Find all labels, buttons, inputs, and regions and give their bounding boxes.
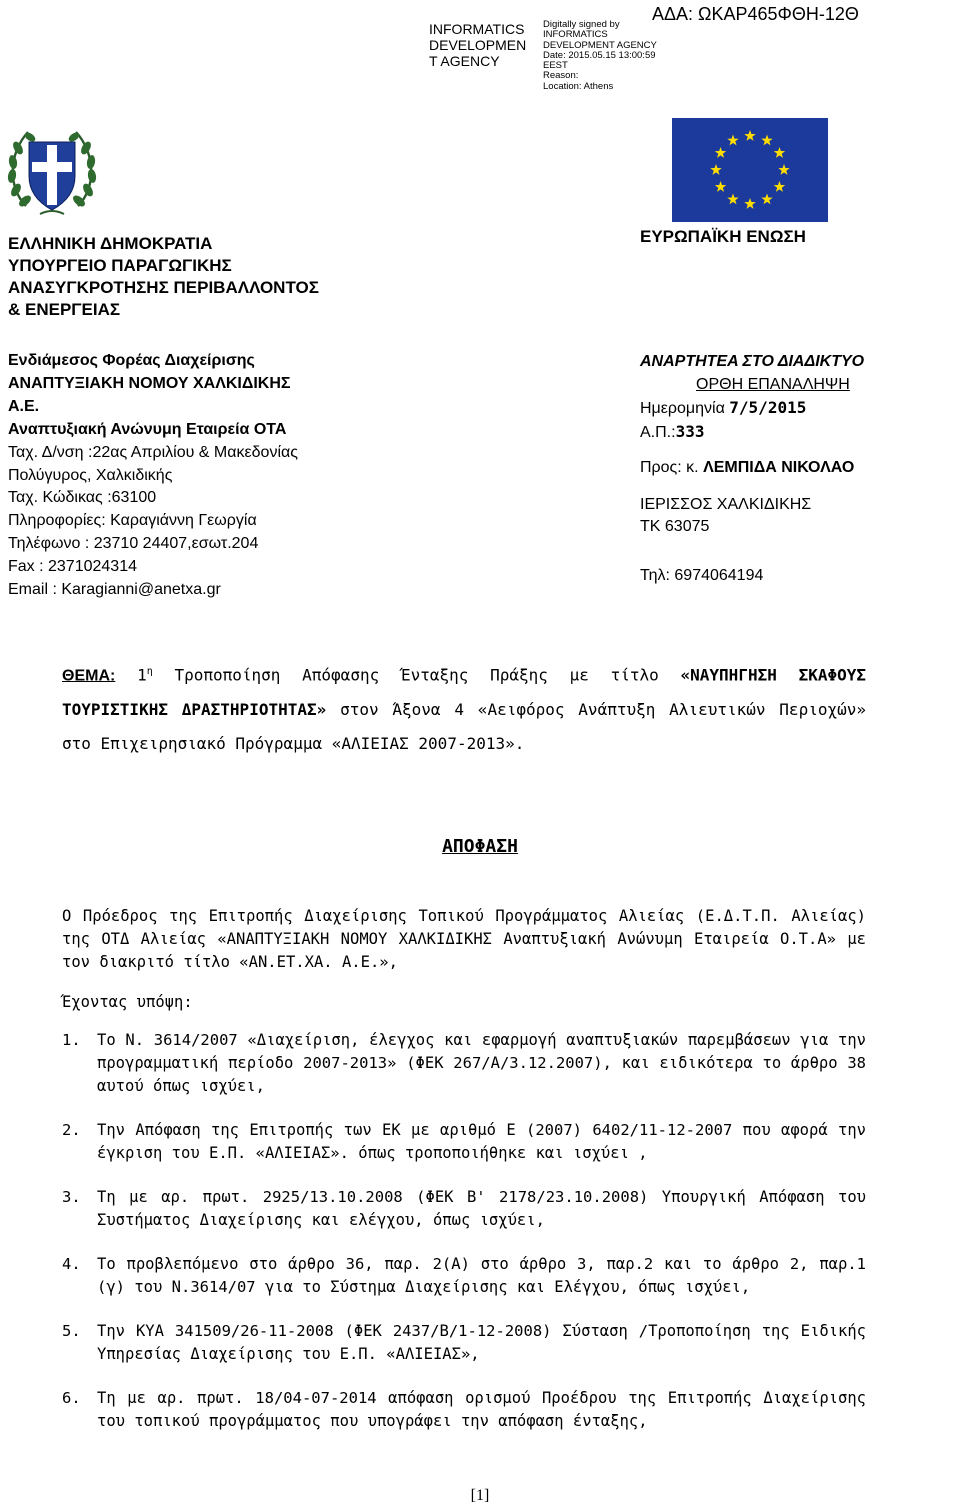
eu-label: ΕΥΡΩΠΑΪΚΗ ΕΝΩΣΗ	[640, 227, 806, 246]
signature-org-line: T AGENCY	[429, 53, 500, 69]
eu-flag-icon	[672, 118, 828, 222]
list-item-text: Την ΚΥΑ 341509/26-11-2008 (ΦΕΚ 2437/Β/1-12-2008) Σύσταση /Τροποποίηση της Ειδικής Υπηρεσίας Διαχείρισης του Ε.Π. «ΑΛΙΕΙΑΣ»,	[97, 1322, 866, 1363]
list-item	[62, 1029, 866, 1098]
list-item	[62, 1253, 866, 1299]
list-item-text: Τη με αρ. πρωτ. 18/04-07-2014 απόφαση ορισμού Προέδρου της Επιτροπής Διαχείρισης του τοπικού προγράμματος που υπογράφει την απόφαση ένταξης,	[97, 1389, 866, 1430]
sender-info-line: Ταχ. Δ/νση :22ας Απριλίου & Μακεδονίας	[8, 443, 298, 461]
signature-org-line: DEVELOPMEN	[429, 37, 527, 53]
subject-paragraph	[62, 655, 866, 761]
signature-detail-line: Date: 2015.05.15 13:00:59	[543, 49, 656, 61]
recipient-block	[640, 351, 864, 588]
ministry-header-line: ΑΝΑΣΥΓΚΡΟΤΗΣΗΣ ΠΕΡΙΒΑΛΛΟΝΤΟΣ	[8, 278, 319, 297]
subject-text-end: στον Άξονα 4 «Αειφόρος Ανάπτυξη Αλιευτικών Περιοχών» στο Επιχειρησιακό Πρόγραμμα «ΑΛΙΕΙΑΣ 2007-2013».	[62, 700, 866, 754]
list-item-number: 4.	[62, 1255, 81, 1273]
address-line: ΙΕΡΙΣΣΟΣ ΧΑΛΚΙΔΙΚΗΣ	[640, 495, 812, 513]
amendment-number: 1	[137, 665, 147, 685]
signature-org-line: INFORMATICS	[429, 21, 525, 37]
list-item-number: 2.	[62, 1121, 81, 1139]
amendment-sup: η	[146, 666, 153, 677]
list-item-text: Το Ν. 3614/2007 «Διαχείριση, έλεγχος και εφαρμογή αναπτυξιακών παρεμβάσεων για την προγραμματική περίοδο 2007-2013» (ΦΕΚ 267/Α/3.12.2007), και ειδικότερα το άρθρο 38 αυτού όπως ισχύει,	[97, 1031, 866, 1095]
page-number: [1]	[470, 1487, 490, 1504]
greek-emblem-icon	[6, 118, 98, 220]
considerations-list	[62, 1029, 866, 1454]
post-online-label: ΑΝΑΡΤΗΤΕΑ ΣΤΟ ΔΙΑΔΙΚΤΥΟ	[640, 353, 865, 370]
list-item-number: 3.	[62, 1188, 81, 1206]
sender-org-line: ΑΝΑΠΤΥΞΙΑΚΗ ΝΟΜΟΥ ΧΑΛΚΙΔΙΚΗΣ	[8, 374, 291, 392]
list-item-text: Το προβλεπόμενο στο άρθρο 36, παρ. 2(Α) στο άρθρο 3, παρ.2 και το άρθρο 2, παρ.1 (γ) του Ν.3614/07 για το Σύστημα Διαχείρισης και Ελέγχου, όπως ισχύει,	[97, 1255, 866, 1296]
signature-org	[429, 21, 541, 69]
signature-detail-line: DEVELOPMENT AGENCY	[543, 39, 657, 51]
date-label: Ημερομηνία	[640, 399, 725, 417]
sender-info-line: Πολύγυρος, Χαλκιδικής	[8, 466, 173, 484]
list-item-text: Την Απόφαση της Επιτροπής των ΕΚ με αριθμό Ε (2007) 6402/11-12-2007 που αφορά την έγκριση του Ε.Π. «ΑΛΙΕΙΑΣ». όπως τροποποιήθηκε και ισχύει ,	[97, 1121, 866, 1162]
signature-detail-line: EEST	[543, 60, 568, 72]
list-item-number: 5.	[62, 1322, 81, 1340]
sender-info-line: Πληροφορίες: Καραγιάννη Γεωργία	[8, 512, 257, 530]
sender-info-line: Fax : 2371024314	[8, 558, 137, 576]
sender-info-line: Τηλέφωνο : 23710 24407,εσωτ.204	[8, 535, 259, 553]
ministry-header-line: ΥΠΟΥΡΓΕΙΟ ΠΑΡΑΓΩΓΙΚΗΣ	[8, 256, 232, 275]
recipient-name: ΛΕΜΠΙΔΑ ΝΙΚΟΛΑΟ	[703, 458, 855, 476]
recipient-line	[640, 457, 864, 480]
to-label: Προς: κ.	[640, 458, 699, 476]
signature-details	[543, 20, 663, 92]
ada-code: ΑΔΑ: ΩΚΑΡ465ΦΘΗ-12Θ	[652, 4, 859, 24]
phone-line: Τηλ: 6974064194	[640, 567, 764, 585]
ministry-header-line: & ΕΝΕΡΓΕΙΑΣ	[8, 300, 121, 319]
sender-info-line: Ταχ. Κώδικας :63100	[8, 489, 157, 507]
signature-detail-line: INFORMATICS	[543, 29, 608, 41]
protocol-label: Α.Π.:	[640, 423, 676, 441]
sender-block	[8, 350, 298, 602]
signature-detail-line: Location: Athens	[543, 80, 614, 92]
date-value: 7/5/2015	[729, 397, 807, 417]
ministry-header-line: ΕΛΛΗΝΙΚΗ ΔΗΜΟΚΡΑΤΙΑ	[8, 234, 213, 253]
list-item	[62, 1320, 866, 1366]
having-label: Έχοντας υπόψη:	[62, 993, 193, 1011]
correct-repeat-label: ΟΡΘΗ ΕΠΑΝΑΛΗΨΗ	[696, 375, 850, 393]
sender-email: Email : Karagianni@anetxa.gr	[8, 581, 221, 599]
subject-label: ΘΕΜΑ:	[62, 667, 116, 685]
protocol-value: 333	[675, 421, 705, 441]
sender-org-line: Ενδιάμεσος Φορέας Διαχείρισης	[8, 352, 255, 369]
decision-title: ΑΠΟΦΑΣΗ	[442, 836, 518, 857]
project-title: «ΝΑΥΠΗΓΗΣΗ ΣΚΑΦΟΥΣ ΤΟΥΡΙΣΤΙΚΗΣ ΔΡΑΣΤΗΡΙΟΤΗΤΑΣ»	[62, 665, 867, 720]
ministry-header	[8, 233, 319, 321]
sender-org-line: Α.Ε.	[8, 397, 40, 415]
signature-detail-line: Digitally signed by	[543, 19, 620, 30]
signature-detail-line: Reason:	[543, 70, 579, 82]
subject-text: Τροποποίηση Απόφασης Ένταξης Πράξης με τίτλο	[152, 665, 681, 685]
list-item	[62, 1119, 866, 1165]
list-item-number: 6.	[62, 1389, 81, 1407]
postal-code-line: ΤΚ 63075	[640, 518, 710, 536]
sender-org-line: Αναπτυξιακή Ανώνυμη Εταιρεία ΟΤΑ	[8, 420, 287, 438]
list-item	[62, 1387, 866, 1433]
date-line	[640, 397, 864, 421]
list-item-number: 1.	[62, 1031, 81, 1049]
list-item-text: Τη με αρ. πρωτ. 2925/13.10.2008 (ΦΕΚ Β' 2178/23.10.2008) Υπουργική Απόφαση του Συστήματος Διαχείρισης και ελέγχου, όπως ισχύει,	[97, 1188, 866, 1229]
intro-paragraph: Ο Πρόεδρος της Επιτροπής Διαχείρισης Τοπικού Προγράμματος Αλιείας (Ε.Δ.Τ.Π. Αλιείας) της ΟΤΔ Αλιείας «ΑΝΑΠΤΥΞΙΑΚΗ ΝΟΜΟΥ ΧΑΛΚΙΔΙΚΗΣ Αναπτυξιακή Ανώνυμη Εταιρεία Ο.Τ.Α» με τον διακριτό τίτλο «ΑΝ.ΕΤ.ΧΑ. Α.Ε.»,	[62, 907, 866, 971]
protocol-line	[640, 421, 864, 445]
list-item	[62, 1186, 866, 1232]
